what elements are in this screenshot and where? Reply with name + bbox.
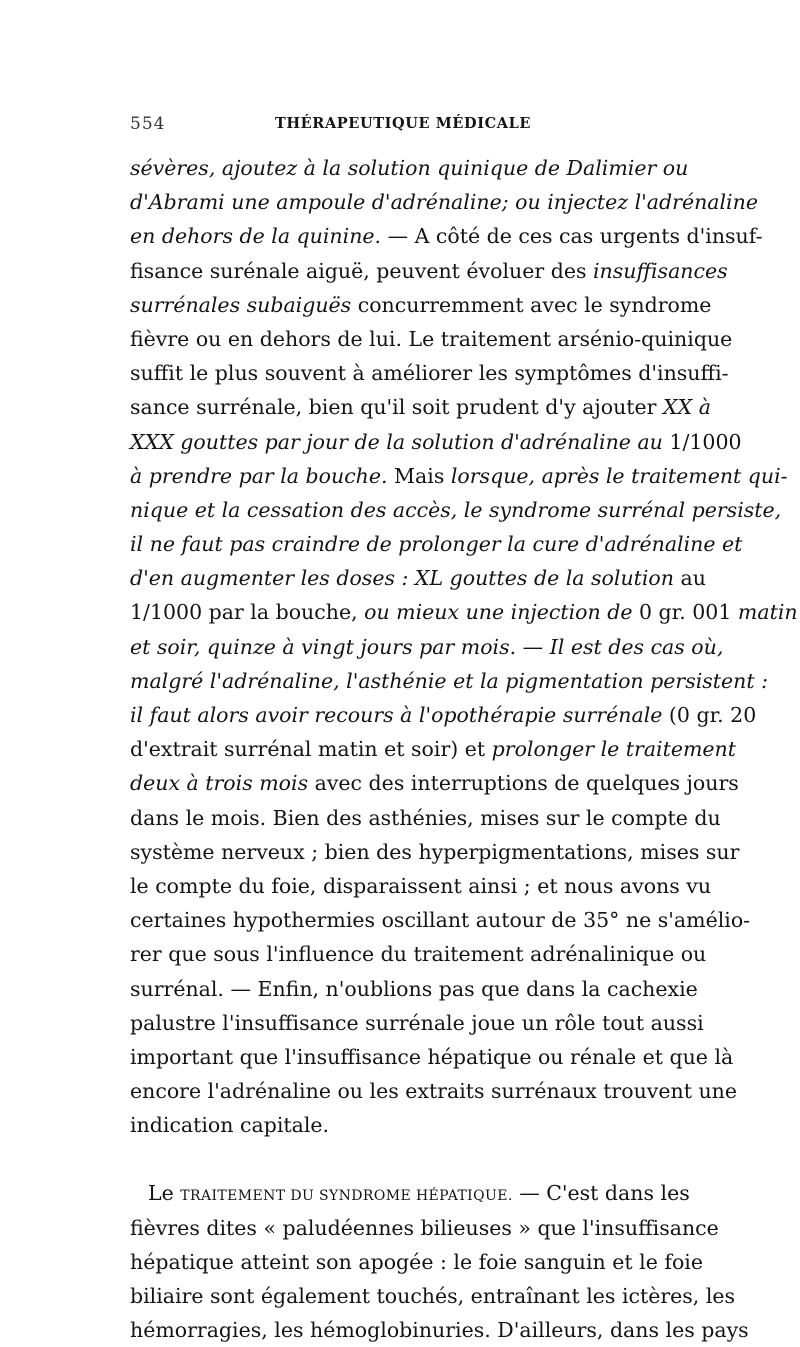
text-line: encore l'adrénaline ou les extraits surrénaux trouvent une (130, 1079, 737, 1104)
text-line: il ne faut pas craindre de prolonger la cure d'adrénaline et (130, 532, 743, 557)
text-line: malgré l'adrénaline, l'asthénie et la pigmentation persistent : (130, 668, 769, 693)
text-line: important que l'insuffisance hépatique ou rénale et que là (130, 1044, 734, 1069)
text-line: XXX gouttes par jour de la solution d'adrénaline au 1/1000 (130, 429, 742, 454)
text-line: 1/1000 par la bouche, ou mieux une injection de 0 gr. 001 matin (130, 600, 798, 625)
text-line: nique et la cessation des accès, le syndrome surrénal persiste, (130, 497, 782, 522)
text-line: Le TRAITEMENT DU SYNDROME HÉPATIQUE. — C'est dans les (148, 1181, 690, 1206)
text-line: et soir, quinze à vingt jours par mois. — Il est des cas où, (130, 634, 724, 659)
text-line: il faut alors avoir recours à l'opothérapie surrénale (0 gr. 20 (130, 703, 757, 727)
text-line: deux à trois mois avec des interruptions de quelques jours (130, 771, 739, 796)
text-line: fièvre ou en dehors de lui. Le traitement arsénio-quinique (130, 326, 733, 351)
text-line: surrénal. — Enfin, n'oublions pas que dans la cachexie (130, 976, 698, 1001)
text-line: biliaire sont également touchés, entraînant les ictères, les (130, 1284, 736, 1308)
text-line: système nerveux ; bien des hyperpigmentations, mises sur (130, 839, 740, 864)
text-line: le compte du foie, disparaissent ainsi ; et nous avons vu (130, 873, 712, 898)
paragraph-adrenal-insufficiency (130, 151, 798, 1142)
text-line: fisance surénale aiguë, peuvent évoluer des insuffisances (130, 258, 728, 283)
text-line: d'Abrami une ampoule d'adrénaline; ou injectez l'adrénaline (130, 190, 758, 215)
text-line: hémorragies, les hémoglobinuries. D'ailleurs, dans les pays (130, 1318, 749, 1343)
paragraph-spacer (130, 1142, 676, 1176)
text-line: sévères, ajoutez à la solution quinique de Dalimier ou (130, 156, 689, 180)
body-text (130, 151, 798, 1347)
text-line: sance surrénale, bien qu'il soit prudent d'y ajouter XX à (130, 395, 711, 420)
running-head (130, 114, 676, 138)
text-line: palustre l'insuffisance surrénale joue un rôle tout aussi (130, 1010, 704, 1035)
text-line: dans le mois. Bien des asthénies, mises sur le compte du (130, 805, 721, 830)
text-line: en dehors de la quinine. — A côté de ces cas urgents d'insuf- (130, 224, 763, 249)
text-line: d'extrait surrénal matin et soir) et prolonger le traitement (130, 737, 736, 762)
text-line: fièvres dites « paludéennes bilieuses » que l'insuffisance (130, 1215, 719, 1240)
paragraph-hepatic-syndrome (130, 1176, 749, 1347)
text-line: hépatique atteint son apogée : le foie sanguin et le foie (130, 1249, 703, 1274)
text-line: surrénales subaiguës concurremment avec le syndrome (130, 292, 712, 317)
text-line: d'en augmenter les doses : XL gouttes de la solution au (130, 566, 706, 591)
text-line: suffit le plus souvent à améliorer les symptômes d'insuffi- (130, 361, 729, 386)
running-title: THÉRAPEUTIQUE MÉDICALE (274, 115, 532, 132)
text-line: indication capitale. (130, 1113, 330, 1138)
text-line: certaines hypothermies oscillant autour de 35° ne s'amélio- (130, 908, 751, 933)
text-line: rer que sous l'influence du traitement adrénalinique ou (130, 942, 707, 967)
text-line: à prendre par la bouche. Mais lorsque, après le traitement qui- (130, 463, 788, 488)
page-number: 554 (130, 114, 166, 134)
